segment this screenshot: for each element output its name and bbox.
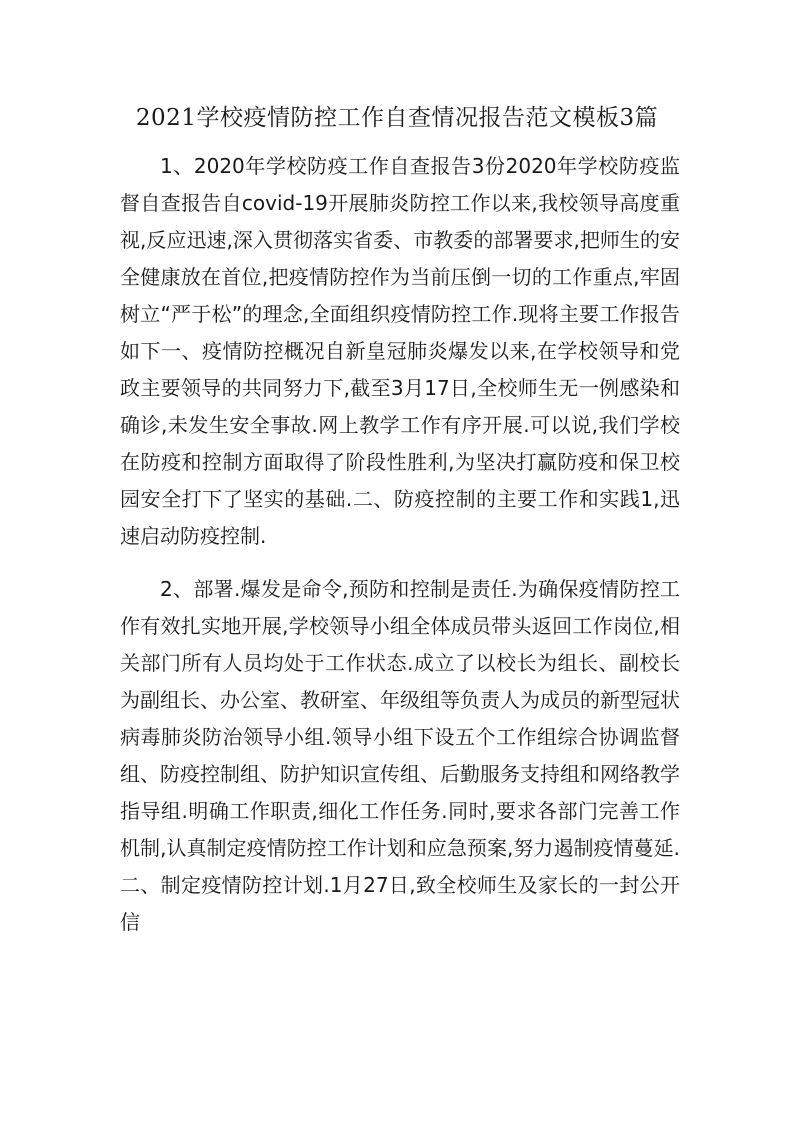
paragraph-2: 2、部署.爆发是命令,预防和控制是责任.为确保疫情防控工作有效扎实地开展,学校领导小组全体成员带头返回工作岗位,相关部门所有人员均处于工作状态.成立了以校长为组长、副校长为副组长、办公室、教研室、年级组等负责人为成员的新型冠状病毒肺炎防治领导小组.领导小组下设五个工作组综合协调监督组、防疫控制组、防护知识宣传组、后勤服务支持组和网络教学指导组.明确工作职责,细化工作任务.同时,要求各部门完善工作机制,认真制定疫情防控工作计划和应急预案,努力遏制疫情蔓延.二、制定疫情防控计划.1月27日,致全校师生及家长的一封公开信	[120, 577, 680, 934]
document-body	[120, 148, 680, 941]
paragraph-1: 1、2020年学校防疫工作自查报告3份2020年学校防疫监督自查报告自covid-19开展肺炎防控工作以来,我校领导高度重视,反应迅速,深入贯彻落实省委、市教委的部署要求,把师生的安全健康放在首位,把疫情防控作为当前压倒一切的工作重点,牢固树立“严于松”的理念,全面组织疫情防控工作.现将主要工作报告如下一、疫情防控概况自新皇冠肺炎爆发以来,在学校领导和党政主要领导的共同努力下,截至3月17日,全校师生无一例感染和确诊,未发生安全事故.网上教学工作有序开展.可以说,我们学校在防疫和控制方面取得了阶段性胜利,为坚决打赢防疫和保卫校园安全打下了坚实的基础.二、防疫控制的主要工作和实践1,迅速启动防疫控制.	[120, 154, 680, 548]
document-title: 2021学校疫情防控工作自查情况报告范文模板3篇	[135, 105, 659, 131]
